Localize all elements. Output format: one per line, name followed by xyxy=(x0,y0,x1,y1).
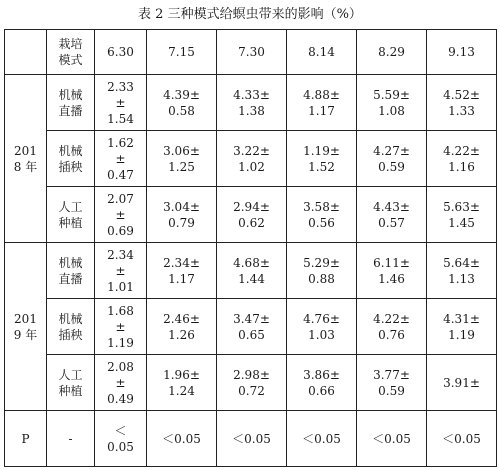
table-row xyxy=(5,187,497,243)
value-cell xyxy=(427,243,497,299)
table-row xyxy=(5,131,497,187)
value-line: ± xyxy=(115,207,126,222)
value-line: ± xyxy=(115,375,126,390)
value-cell xyxy=(217,131,287,187)
value-cell xyxy=(217,75,287,131)
value-line: 4.68± xyxy=(233,255,270,270)
value-cell xyxy=(147,187,217,243)
value-line: 5.64± xyxy=(443,255,480,270)
table-row xyxy=(5,299,497,355)
year-label-line: 8 年 xyxy=(13,159,38,174)
date-header-cell: 6.30 xyxy=(95,30,147,75)
mode-cell xyxy=(47,131,95,187)
value-cell xyxy=(95,131,147,187)
header-row xyxy=(5,30,497,75)
value-line: 5.29± xyxy=(303,255,340,270)
value-line: 3.22± xyxy=(233,143,270,158)
value-line: 1.24 xyxy=(168,383,195,398)
date-header-cell: 8.29 xyxy=(357,30,427,75)
year-label-line: 201 xyxy=(14,143,37,158)
mode-header-line: 栽培 xyxy=(58,37,83,51)
value-line: 1.08 xyxy=(378,103,405,118)
value-line: 0.88 xyxy=(308,271,335,286)
value-line: 3.04± xyxy=(163,199,200,214)
value-cell xyxy=(357,187,427,243)
value-line: 0.59 xyxy=(378,383,405,398)
value-line: 4.33± xyxy=(233,87,270,102)
value-line: 1.52 xyxy=(308,159,335,174)
mode-label-line: 种植 xyxy=(58,215,83,230)
value-line: 2.46± xyxy=(163,311,200,326)
mode-label-line: 直播 xyxy=(58,271,83,286)
value-cell xyxy=(217,243,287,299)
value-cell xyxy=(217,187,287,243)
value-cell xyxy=(287,75,357,131)
p-value-cell xyxy=(287,411,357,467)
year-cell xyxy=(5,243,47,411)
value-line: 0.66 xyxy=(308,383,335,398)
value-line: 3.06± xyxy=(163,143,200,158)
date-header-cell: 7.15 xyxy=(147,30,217,75)
value-line: 4.88± xyxy=(303,87,340,102)
value-cell xyxy=(147,75,217,131)
value-line: 0.72 xyxy=(238,383,265,398)
value-line: 0.56 xyxy=(308,215,335,230)
value-line: 2.08 xyxy=(107,359,134,374)
value-line: ± xyxy=(115,263,126,278)
value-line: 1.19 xyxy=(448,327,475,342)
mode-label-line: 机械 xyxy=(58,143,83,158)
value-line: 1.02 xyxy=(238,159,265,174)
value-line: ± xyxy=(115,319,126,334)
mode-label-line: 机械 xyxy=(58,87,83,102)
value-cell xyxy=(357,299,427,355)
p-value-cell xyxy=(147,411,217,467)
value-cell xyxy=(427,75,497,131)
table-row xyxy=(5,75,497,131)
mode-label-line: 插秧 xyxy=(58,159,83,174)
value-line: 0.62 xyxy=(238,215,265,230)
value-cell xyxy=(287,299,357,355)
value-line: 2.98± xyxy=(233,367,270,382)
mode-label-line: 人工 xyxy=(58,367,83,382)
value-cell xyxy=(147,131,217,187)
value-line: 0.69 xyxy=(107,223,134,238)
p-value-row xyxy=(5,411,497,467)
year-cell xyxy=(5,75,47,243)
corner-cell xyxy=(5,30,47,75)
p-label-cell: P xyxy=(5,411,47,467)
date-header-cell: 9.13 xyxy=(427,30,497,75)
value-cell xyxy=(95,243,147,299)
table-row xyxy=(5,355,497,411)
value-line: 1.44 xyxy=(238,271,265,286)
value-cell xyxy=(287,243,357,299)
table-row xyxy=(5,243,497,299)
p-value-line: ＜0.05 xyxy=(372,431,411,446)
value-line: 1.19 xyxy=(107,335,134,350)
value-line: 4.22± xyxy=(373,311,410,326)
value-line: 1.33 xyxy=(448,103,475,118)
value-line: 2.07 xyxy=(107,191,134,206)
value-cell xyxy=(427,131,497,187)
value-line: 1.62 xyxy=(107,135,134,150)
value-cell xyxy=(287,187,357,243)
mode-label-line: 直播 xyxy=(58,103,83,118)
value-line: 4.39± xyxy=(163,87,200,102)
value-line: 1.03 xyxy=(308,327,335,342)
table-body xyxy=(5,30,497,467)
value-line: 1.38 xyxy=(238,103,265,118)
value-line: 4.27± xyxy=(373,143,410,158)
value-line: 1.16 xyxy=(448,159,475,174)
mode-header-cell xyxy=(47,30,95,75)
value-cell xyxy=(357,75,427,131)
value-cell xyxy=(357,243,427,299)
data-table xyxy=(4,29,497,467)
value-cell xyxy=(95,355,147,411)
year-label-line: 9 年 xyxy=(13,327,38,342)
value-cell xyxy=(217,355,287,411)
year-label-line: 201 xyxy=(14,311,37,326)
value-line: 1.17 xyxy=(308,103,335,118)
value-line: ± xyxy=(115,151,126,166)
p-value-line: ＜0.05 xyxy=(232,431,271,446)
value-cell xyxy=(217,299,287,355)
p-value-line: ＜0.05 xyxy=(302,431,341,446)
value-line: 0.47 xyxy=(107,167,134,182)
value-line: 0.49 xyxy=(107,391,134,406)
p-value-cell xyxy=(217,411,287,467)
mode-cell xyxy=(47,299,95,355)
value-cell xyxy=(427,187,497,243)
value-line: 2.34 xyxy=(107,247,134,262)
value-line: 3.47± xyxy=(233,311,270,326)
mode-label-line: 机械 xyxy=(58,255,83,270)
value-line: 0.76 xyxy=(378,327,405,342)
mode-header-line: 模式 xyxy=(58,53,83,67)
mode-cell xyxy=(47,187,95,243)
value-line: 1.68 xyxy=(107,303,134,318)
value-cell xyxy=(147,355,217,411)
value-line: 4.22± xyxy=(443,143,480,158)
value-line: 5.59± xyxy=(373,87,410,102)
value-cell xyxy=(287,355,357,411)
value-line: 4.31± xyxy=(443,311,480,326)
value-line: 1.19± xyxy=(303,143,340,158)
p-value-line: ＜ xyxy=(114,423,127,438)
value-cell xyxy=(147,243,217,299)
value-cell xyxy=(147,299,217,355)
table-caption: 表 2 三种模式给螟虫带来的影响（%） xyxy=(138,7,362,22)
value-cell xyxy=(357,131,427,187)
value-line: 1.96± xyxy=(163,367,200,382)
value-line: 0.59 xyxy=(378,159,405,174)
value-line: 0.58 xyxy=(168,103,195,118)
value-line: 4.52± xyxy=(443,87,480,102)
value-line: 1.26 xyxy=(168,327,195,342)
value-cell xyxy=(427,299,497,355)
value-line: 4.43± xyxy=(373,199,410,214)
value-line: 1.45 xyxy=(448,215,475,230)
p-value-cell xyxy=(357,411,427,467)
mode-label-line: 插秧 xyxy=(58,327,83,342)
value-line: ± xyxy=(115,95,126,110)
value-line: 1.25 xyxy=(168,159,195,174)
mode-label-line: 机械 xyxy=(58,311,83,326)
value-cell xyxy=(95,187,147,243)
date-header-cell: 8.14 xyxy=(287,30,357,75)
value-line: 2.34± xyxy=(163,255,200,270)
value-line: 1.17 xyxy=(168,271,195,286)
p-value-cell xyxy=(95,411,147,467)
mode-label-line: 种植 xyxy=(58,383,83,398)
value-line: 3.91± xyxy=(443,375,480,390)
value-line: 5.63± xyxy=(443,199,480,214)
value-line: 0.79 xyxy=(168,215,195,230)
mode-cell xyxy=(47,75,95,131)
mode-cell xyxy=(47,243,95,299)
value-line: 0.65 xyxy=(238,327,265,342)
value-cell xyxy=(427,355,497,411)
p-value-line: 0.05 xyxy=(107,439,134,454)
p-value-line: ＜0.05 xyxy=(442,431,481,446)
value-line: 0.57 xyxy=(378,215,405,230)
p-value-cell xyxy=(427,411,497,467)
value-line: 1.54 xyxy=(107,111,134,126)
p-mode-cell: - xyxy=(47,411,95,467)
value-cell xyxy=(95,75,147,131)
value-line: 2.94± xyxy=(233,199,270,214)
value-cell xyxy=(287,131,357,187)
mode-cell xyxy=(47,355,95,411)
value-cell xyxy=(357,355,427,411)
value-line: 1.13 xyxy=(448,271,475,286)
value-line: 3.86± xyxy=(303,367,340,382)
mode-label-line: 人工 xyxy=(58,199,83,214)
value-line: 4.76± xyxy=(303,311,340,326)
p-value-line: ＜0.05 xyxy=(162,431,201,446)
value-line: 2.33 xyxy=(107,79,134,94)
value-line: 3.77± xyxy=(373,367,410,382)
value-line: 6.11± xyxy=(373,255,410,270)
value-cell xyxy=(95,299,147,355)
date-header-cell: 7.30 xyxy=(217,30,287,75)
value-line: 3.58± xyxy=(303,199,340,214)
value-line: 1.46 xyxy=(378,271,405,286)
value-line: 1.01 xyxy=(107,279,134,294)
